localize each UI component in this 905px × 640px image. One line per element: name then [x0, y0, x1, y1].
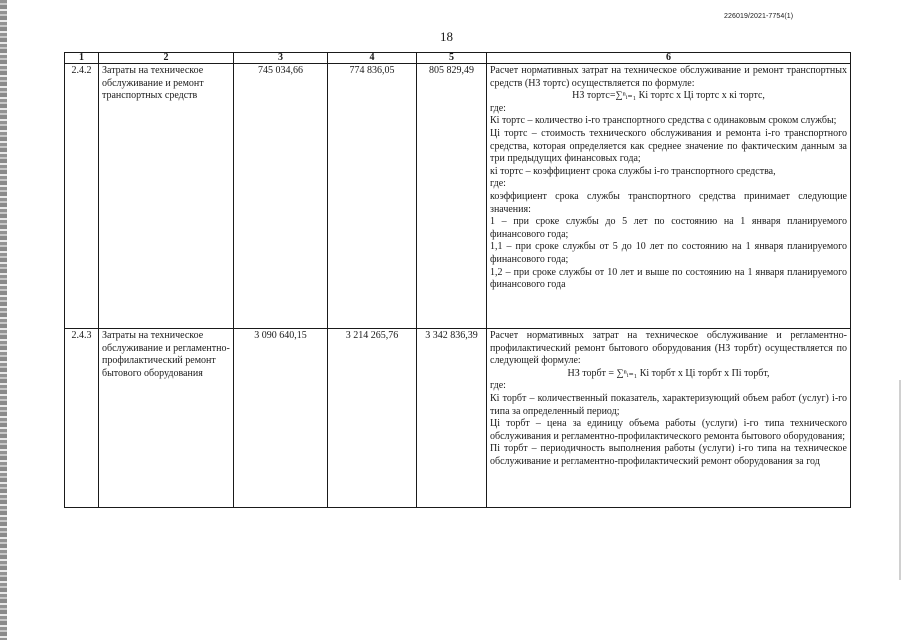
calculation-formula: НЗ тортс=∑ⁿᵢ₌₁ Кi тортс х Цi тортс х кi тортс, [572, 90, 765, 102]
value-year-1: 745 034,66 [234, 64, 328, 329]
description-paragraph: Пi торбт – периодичность выполнения работы (услуги) i-го типа на техническое обслуживание и регламентно-профилактический ремонт оборудования за год [490, 443, 847, 467]
value-year-2: 774 836,05 [328, 64, 417, 329]
description-paragraph: Цi тортс – стоимость технического обслуживания и ремонта i-го транспортного средства, которая определяется как среднее значение по фактическим данным за три предыдущих финансовых года; [490, 127, 847, 165]
calculation-formula: НЗ торбт = ∑ⁿᵢ₌₁ Кi торбт х Цi торбт х Пi торбт, [567, 367, 770, 379]
description-paragraph: 1 – при сроке службы до 5 лет по состоянию на 1 января планируемого финансового года; [490, 216, 847, 240]
description-paragraph: где: [490, 380, 506, 392]
item-number: 2.4.2 [65, 64, 99, 329]
description-paragraph: коэффициент срока службы транспортного средства принимает следующие значения: [490, 190, 847, 215]
table-header-row [65, 53, 851, 64]
description-paragraph: Кi тортс – количество i-го транспортного средства с одинаковым сроком службы; [490, 115, 837, 127]
value-year-3: 3 342 836,39 [417, 329, 487, 508]
description-paragraph: Цi торбт – цена за единицу объема работы (услуги) i-го типа технического обслуживания и регламентно-профилактического ремонта бытового оборудования; [490, 418, 847, 442]
item-name: Затраты на техническое обслуживание и регламентно-профилактический ремонт бытового оборудования [99, 329, 234, 508]
description-paragraph: где: [490, 178, 506, 190]
table-row [65, 329, 851, 508]
value-year-1: 3 090 640,15 [234, 329, 328, 508]
description-paragraph: Расчет нормативных затрат на техническое обслуживание и регламентно-профилактический ремонт бытового оборудования (НЗ торбт) осуществляется по следующей формуле: [490, 330, 847, 367]
calculation-description [487, 64, 851, 329]
page-number: 18 [440, 29, 453, 44]
column-header: 6 [487, 53, 851, 64]
scan-edge-artifact-right [899, 380, 901, 580]
description-paragraph: где: [490, 102, 506, 114]
item-number: 2.4.3 [65, 329, 99, 508]
value-year-2: 3 214 265,76 [328, 329, 417, 508]
description-paragraph: 1,2 – при сроке службы от 10 лет и выше по состоянию на 1 января планируемого финансового года [490, 266, 847, 291]
description-paragraph: Кi торбт – количественный показатель, характеризующий объем работ (услуг) i-го типа за определенный период; [490, 392, 847, 417]
calculation-description [487, 329, 851, 508]
cost-table [64, 52, 851, 508]
column-header: 4 [328, 53, 417, 64]
description-paragraph: Расчет нормативных затрат на техническое обслуживание и ремонт транспортных средств (НЗ тортс) осуществляется по формуле: [490, 65, 847, 89]
value-year-3: 805 829,49 [417, 64, 487, 329]
column-header: 5 [417, 53, 487, 64]
column-header: 3 [234, 53, 328, 64]
registration-number: 226019/2021-7754(1) [724, 13, 794, 20]
column-header: 1 [65, 53, 99, 64]
column-header: 2 [99, 53, 234, 64]
description-paragraph: кi тортс – коэффициент срока службы i-го транспортного средства, [490, 165, 776, 177]
description-paragraph: 1,1 – при сроке службы от 5 до 10 лет по состоянию на 1 января планируемого финансового года; [490, 241, 847, 265]
item-name: Затраты на техническое обслуживание и ремонт транспортных средств [99, 64, 234, 329]
table-row [65, 64, 851, 329]
scan-edge-artifact [0, 0, 7, 640]
